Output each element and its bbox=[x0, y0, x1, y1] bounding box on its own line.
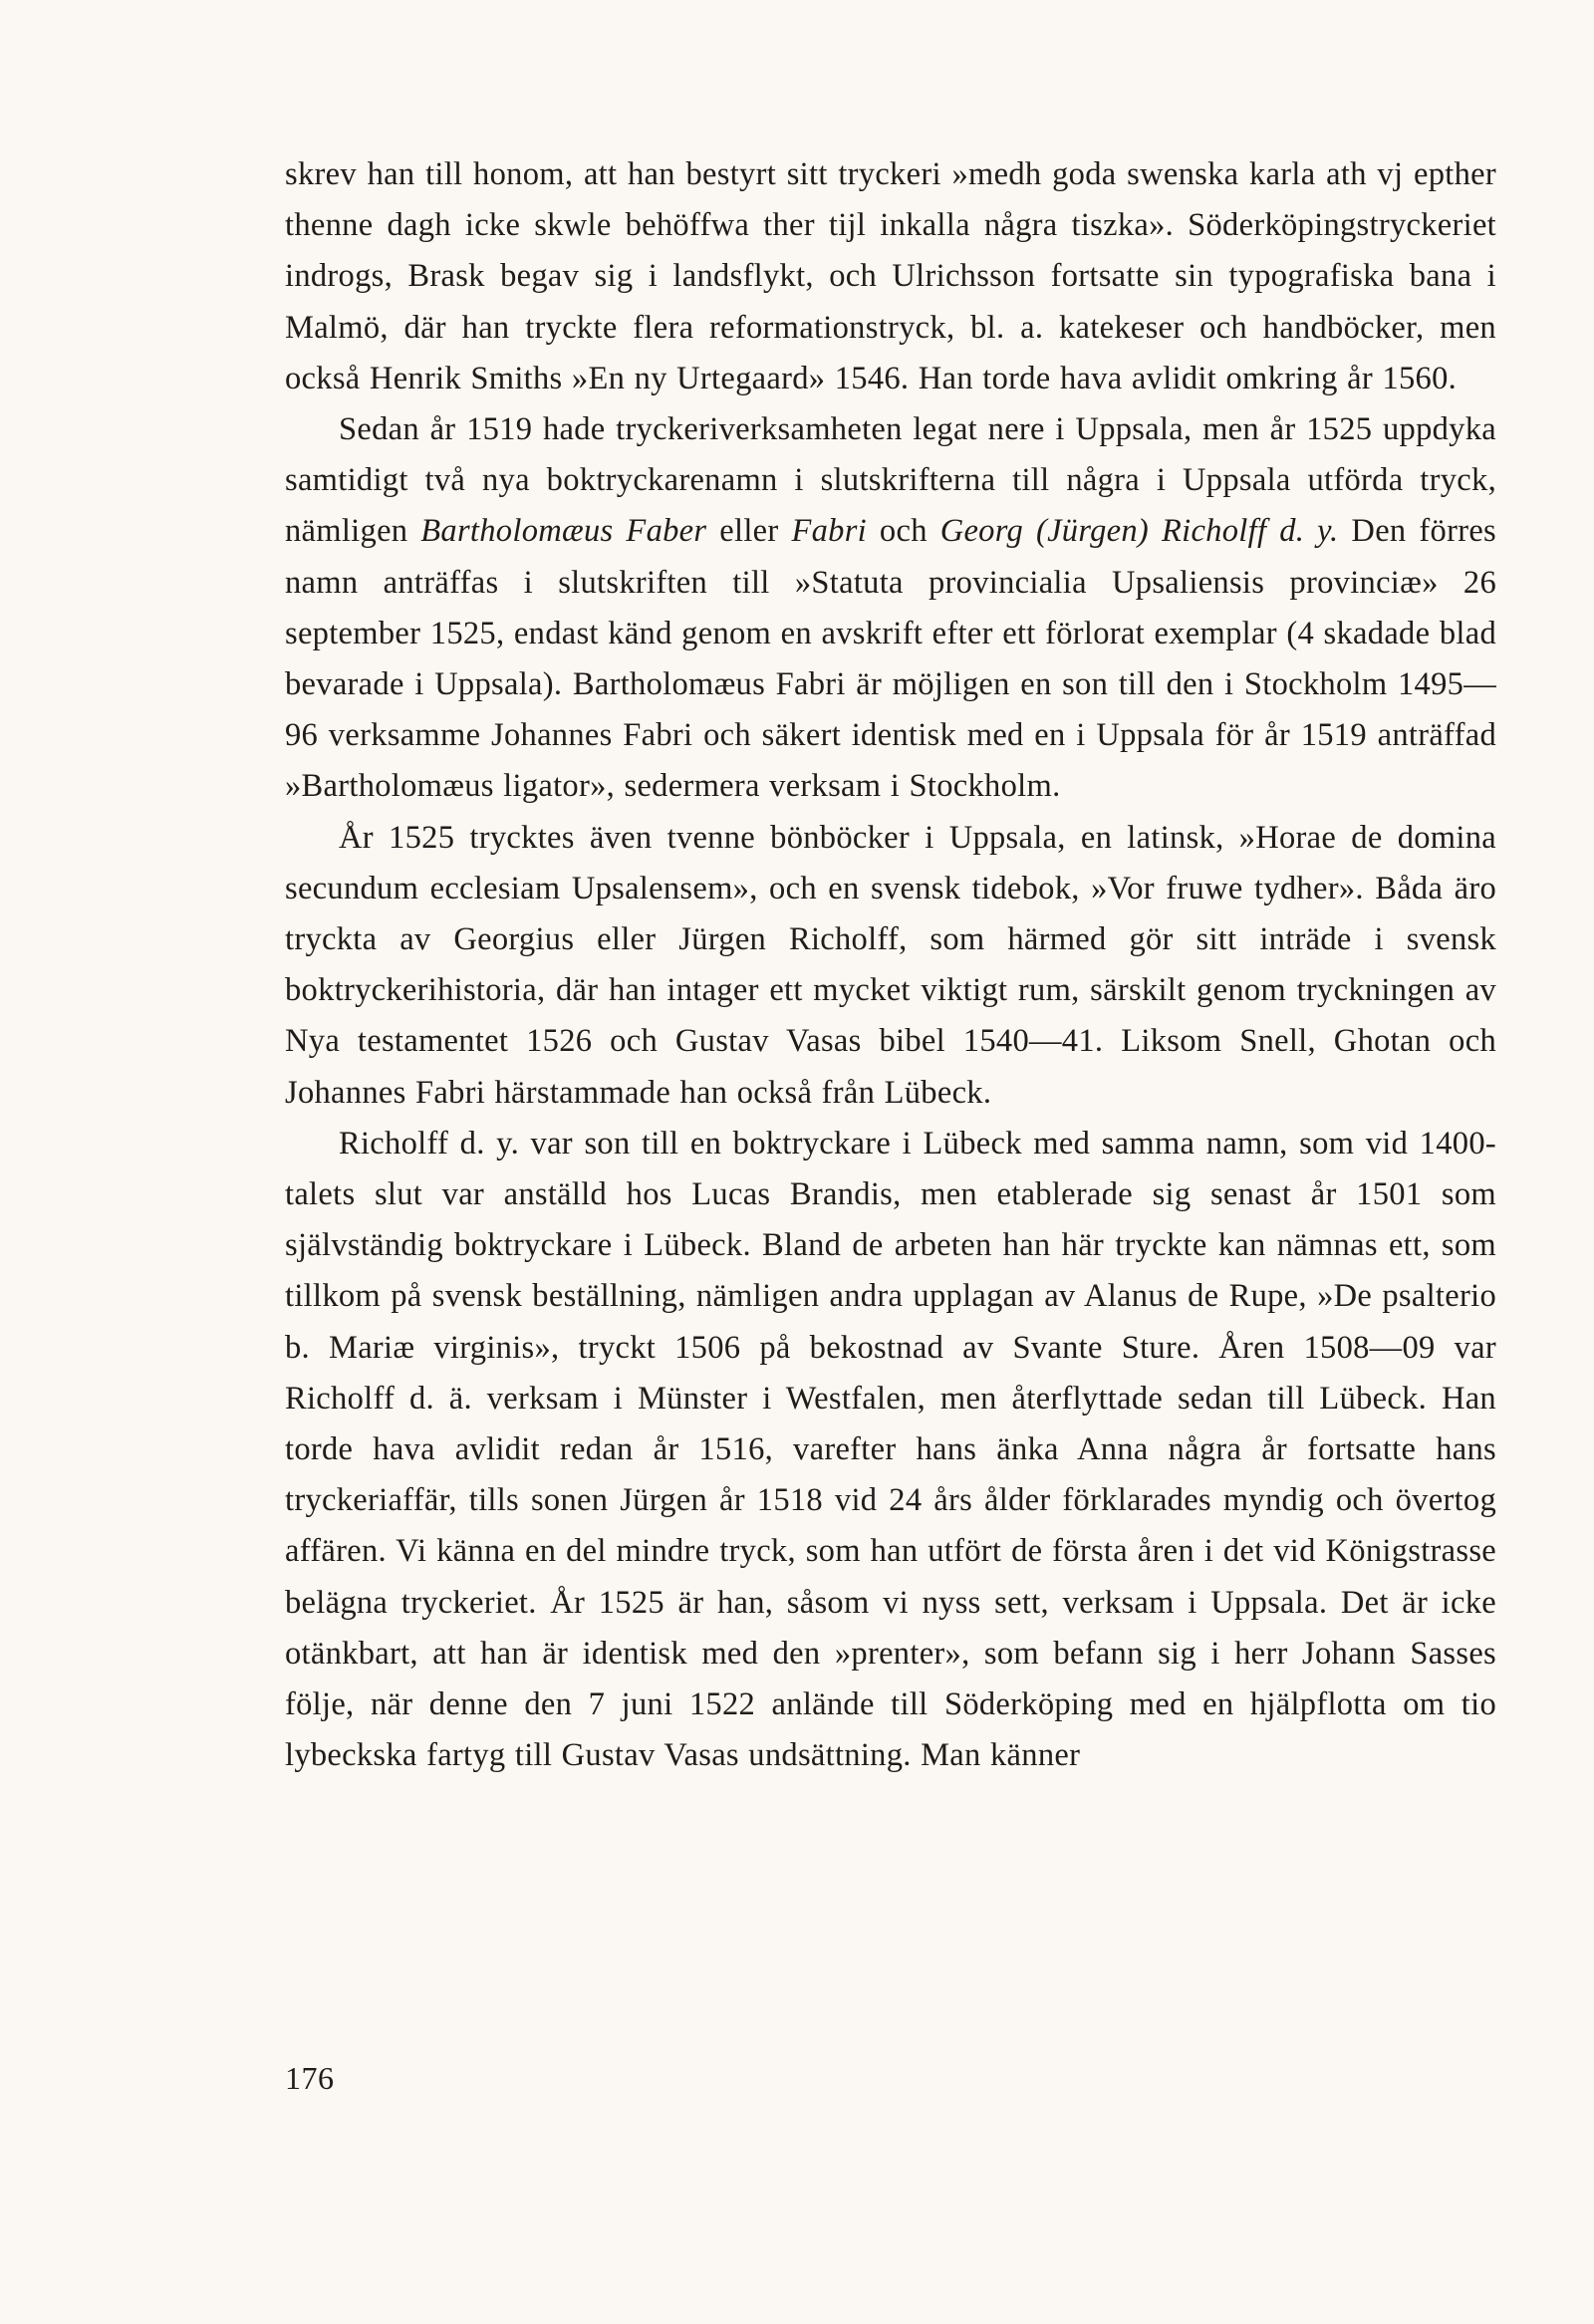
name-bartholomaeus-faber: Bartholomæus Faber bbox=[420, 513, 707, 550]
page-number: 176 bbox=[285, 2060, 335, 2096]
page-body bbox=[285, 149, 1496, 1782]
paragraph-2-text-a: Sedan år 1519 hade tryckeriverksamheten legat nere i Uppsala, men år 1525 uppdyka samtidigt två nya boktryckarenamn i slutskrifterna till några i Uppsala utförda tryck, nämligen bbox=[285, 411, 1496, 550]
name-georg-richolff: Georg (Jürgen) Richolff d. y. bbox=[939, 513, 1339, 550]
name-fabri: Fabri bbox=[791, 513, 867, 550]
paragraph-2-text-d: Den förres namn anträffas i slutskriften till »Statuta provincialia Upsaliensis provinciæ» 26 september 1525, endast känd genom en avskrift efter ett förlorat exemplar (4 skadade blad bevarade i Uppsala). Bartholomæus Fabri är möjligen en son till den i Stockholm 1495—96 verksamme Johannes Fabri och säkert identisk med en i Uppsala för år 1519 anträffad »Bartholomæus ligator», sedermera verksam i Stockholm. bbox=[285, 513, 1496, 805]
paragraph-3-text: År 1525 trycktes även tvenne bönböcker i Uppsala, en latinsk, »Horae de domina secundum ecclesiam Upsalensem», och en svensk tidebok, »Vor fruwe tydher». Båda äro tryckta av Georgius eller Jürgen Richolff, som härmed gör sitt inträde i svensk boktryckerihistoria, där han intager ett mycket viktigt rum, särskilt genom tryckningen av Nya testamentet 1526 och Gustav Vasas bibel 1540—41. Liksom Snell, Ghotan och Johannes Fabri härstammade han också från Lübeck. bbox=[285, 819, 1496, 1111]
paragraph-1 bbox=[285, 149, 1496, 404]
paragraph-2-text-c: och bbox=[866, 513, 940, 550]
paragraph-2-text-b: eller bbox=[706, 513, 792, 550]
paragraph-1-text: skrev han till honom, att han bestyrt sitt tryckeri »medh goda swenska karla ath vj epther thenne dagh icke skwle behöffwa ther tijl inkalla några tiszka». Söderköpingstryckeriet indrogs, Brask begav sig i landsflykt, och Ulrichsson fortsatte sin typografiska bana i Malmö, där han tryckte flera reformationstryck, bl. a. katekeser och handböcker, men också Henrik Smiths »En ny Urtegaard» 1546. Han torde hava avlidit omkring år 1560. bbox=[285, 156, 1496, 396]
paragraph-4 bbox=[285, 1119, 1496, 1782]
paragraph-3 bbox=[285, 813, 1496, 1119]
paragraph-4-text: Richolff d. y. var son till en boktryckare i Lübeck med samma namn, som vid 1400-talets slut var anställd hos Lucas Brandis, men etablerade sig senast år 1501 som självständig boktryckare i Lübeck. Bland de arbeten han här tryckte kan nämnas ett, som tillkom på svensk beställning, nämligen andra upplagan av Alanus de Rupe, »De psalterio b. Mariæ virginis», tryckt 1506 på bekostnad av Svante Sture. Åren 1508—09 var Richolff d. ä. verksam i Münster i Westfalen, men återflyttade sedan till Lübeck. Han torde hava avlidit redan år 1516, varefter hans änka Anna några år fortsatte hans tryckeriaffär, tills sonen Jürgen år 1518 vid 24 års ålder förklarades myndig och övertog affären. Vi känna en del mindre tryck, som han utfört de första åren i det vid Königstrasse belägna tryckeriet. År 1525 är han, såsom vi nyss sett, verksam i Uppsala. Det är icke otänkbart, att han är identisk med den »prenter», som befann sig i herr Johann Sasses följe, när denne den 7 juni 1522 anlände till Söderköping med en hjälpflotta om tio lybeckska fartyg till Gustav Vasas undsättning. Man känner bbox=[285, 1125, 1496, 1774]
paragraph-2 bbox=[285, 404, 1496, 813]
